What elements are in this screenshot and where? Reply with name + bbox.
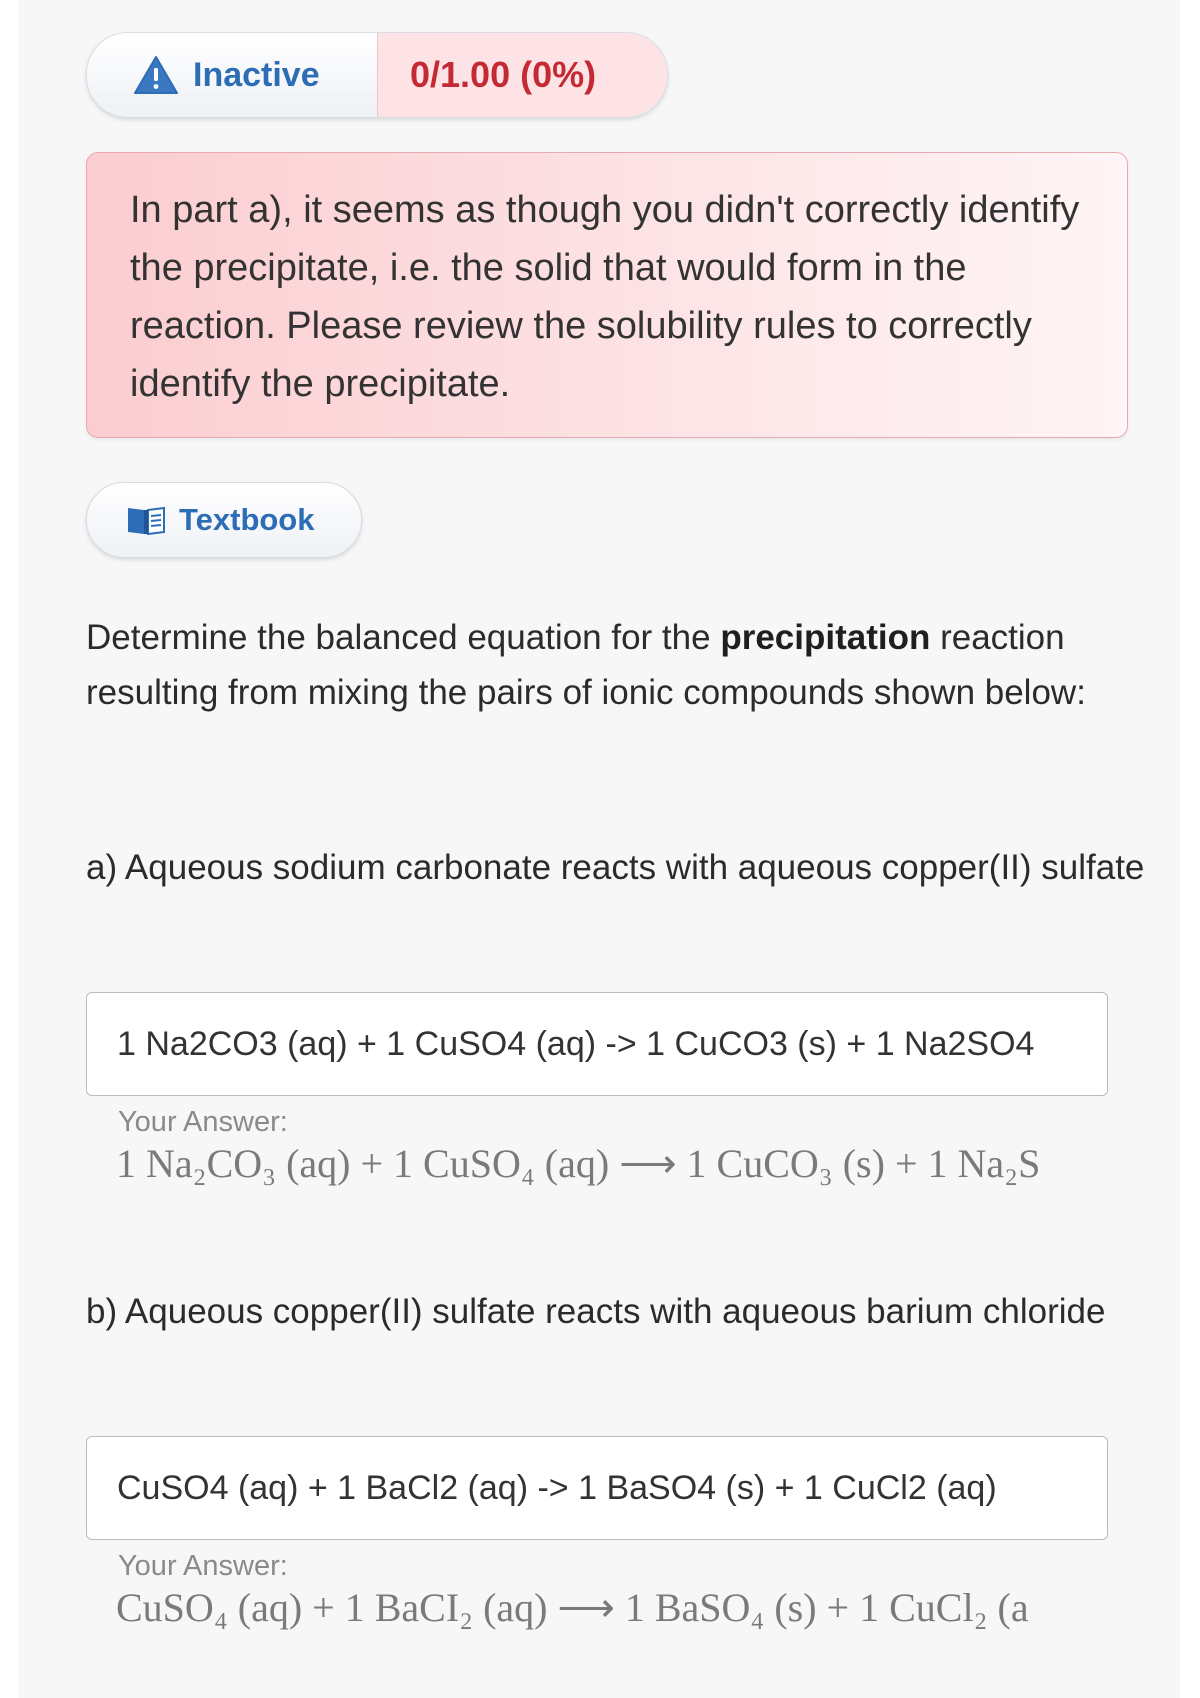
score-value: 0/1.00 (0%) [410, 54, 597, 95]
book-icon [127, 505, 165, 535]
status-pill [86, 32, 668, 118]
question-prefix: Determine the balanced equation for the [86, 618, 721, 657]
part-b-answer-input[interactable] [86, 1436, 1108, 1540]
warning-icon [133, 55, 179, 95]
part-a-answer-input[interactable] [86, 992, 1108, 1096]
textbook-label: Textbook [179, 502, 315, 537]
textbook-button[interactable] [86, 482, 362, 558]
part-a-your-answer-label: Your Answer: [118, 1106, 288, 1138]
score-indicator [377, 33, 667, 117]
question-page [18, 0, 1180, 1698]
part-b-your-answer-label: Your Answer: [118, 1550, 288, 1582]
feedback-text: In part a), it seems as though you didn't correctly identify the precipitate, i.e. the solid that would form in the reaction. Please review the solubility rules to correctly identify the precipitate. [130, 189, 1080, 405]
question-suffix: reaction resulting from mixing the pairs of ionic compounds shown below: [86, 618, 1086, 712]
part-a-rendered-answer: 1 Na₂CO₃ (aq) + 1 CuSO₄ (aq) ⟶ 1 CuCO₃ (s) + 1 Na₂S [116, 1141, 1041, 1186]
status-label: Inactive [193, 55, 320, 94]
question-prompt [86, 610, 1146, 720]
part-a-prompt: a) Aqueous sodium carbonate reacts with aqueous copper(II) sulfate [86, 848, 1145, 887]
feedback-box [86, 152, 1128, 438]
part-b-prompt: b) Aqueous copper(II) sulfate reacts with aqueous barium chloride [86, 1292, 1106, 1331]
question-emphasis: precipitation [720, 618, 931, 657]
part-b-rendered-answer: CuSO₄ (aq) + 1 BaCI₂ (aq) ⟶ 1 BaSO₄ (s) + 1 CuCl₂ (a [116, 1585, 1029, 1630]
status-indicator [87, 33, 377, 117]
